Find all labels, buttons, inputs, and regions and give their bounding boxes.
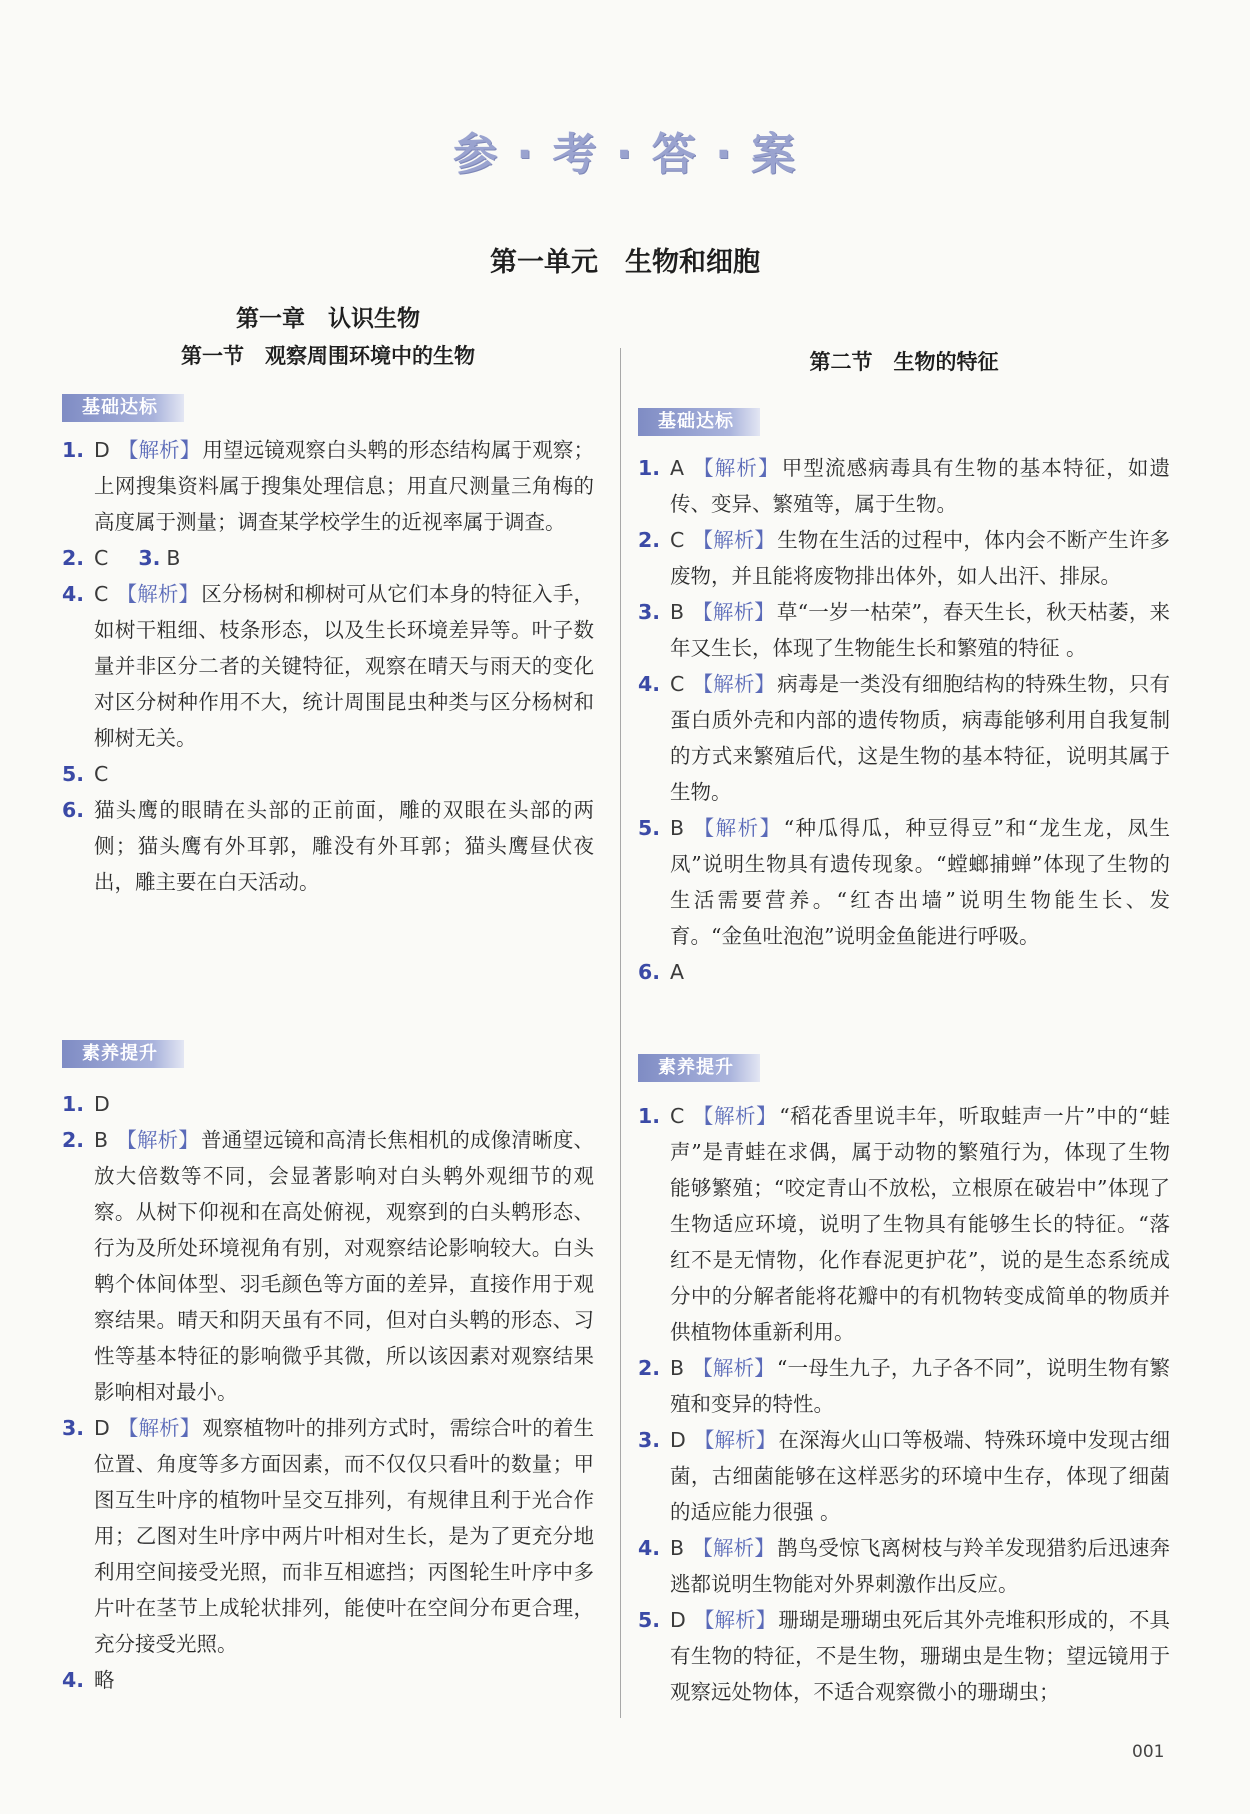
answer-letter: C: [94, 546, 109, 570]
analysis-label: 【解析】: [117, 1416, 201, 1440]
item-number: 3.: [638, 600, 661, 624]
analysis-label: 【解析】: [692, 528, 776, 552]
right-basic-list: [638, 450, 1170, 990]
item-number: 5.: [638, 816, 661, 840]
item-number: 1.: [62, 1092, 85, 1116]
analysis-label: 【解析】: [116, 582, 200, 606]
item-number: 4.: [62, 582, 85, 606]
item-number: 3.: [638, 1428, 661, 1452]
analysis-text: 草“一岁一枯荣”，春天生长，秋天枯萎，来年又生长，体现了生物能生长和繁殖的特征 。: [670, 600, 1170, 660]
list-item: [638, 954, 1170, 990]
analysis-text: 鹊鸟受惊飞离树枝与羚羊发现猎豹后迅速奔逃都说明生物能对外界刺激作出反应。: [670, 1536, 1171, 1596]
answer-letter: C: [670, 1104, 685, 1128]
analysis-text: “稻花香里说丰年，听取蛙声一片”中的“蛙声”是青蛙在求偶，属于动物的繁殖行为，体现了生物能够繁殖；“咬定青山不放松，立根原在破岩中”体现了生物适应环境，说明了生物具有能够生长的特征。“落红不是无情物，化作春泥更护花”，说的是生态系统成分中的分解者能将花瓣中的有机物转变成简单的物质并供植物体重新利用。: [670, 1104, 1170, 1344]
answer-letter: D: [670, 1608, 686, 1632]
item-number: 5.: [638, 1608, 661, 1632]
analysis-label: 【解析】: [692, 1536, 776, 1560]
answer-letter: D: [94, 438, 110, 462]
list-item: [62, 1122, 594, 1410]
analysis-text: 观察植物叶的排列方式时，需综合叶的着生位置、角度等多方面因素，而不仅仅只看叶的数量；甲图互生叶序的植物叶呈交互排列，有规律且利于光合作用；乙图对生叶序中两片叶相对生长，是为了更充分地利用空间接受光照，而非互相遮挡；丙图轮生叶序中多片叶在茎节上成轮状排列，能使叶在空间分布更合理，充分接受光照。: [94, 1416, 595, 1656]
list-item: [62, 1086, 594, 1122]
page-title: 参 · 考 · 答 · 案: [452, 129, 798, 180]
answer-letter: D: [670, 1428, 686, 1452]
item-number: 3.: [138, 546, 161, 570]
right-improve-list: [638, 1098, 1170, 1710]
analysis-text: 在深海火山口等极端、特殊环境中发现古细菌，古细菌能够在这样恶劣的环境中生存，体现了细菌的适应能力很强 。: [670, 1428, 1171, 1524]
list-item: [62, 540, 594, 576]
section-heading: 第二节 生物的特征: [809, 350, 999, 374]
analysis-text: “种瓜得瓜，种豆得豆”和“龙生龙，凤生凤”说明生物具有遗传现象。“螳螂捕蝉”体现了生物的生活需要营养。“红杏出墙”说明生物能生长、发育。“金鱼吐泡泡”说明金鱼能进行呼吸。: [670, 816, 1170, 948]
list-item: [62, 576, 594, 756]
unit-title: 第一单元 生物和细胞: [490, 247, 760, 278]
answer-letter: C: [94, 762, 109, 786]
item-number: 1.: [638, 1104, 661, 1128]
item-number: 2.: [62, 1128, 85, 1152]
analysis-text: “一母生九子，九子各不同”，说明生物有繁殖和变异的特性。: [670, 1356, 1170, 1416]
answer-letter: D: [94, 1416, 110, 1440]
answer-letter: B: [670, 1536, 685, 1560]
answer-letter: C: [670, 528, 685, 552]
analysis-label: 【解析】: [117, 438, 201, 462]
item-number: 3.: [62, 1416, 85, 1440]
list-item: [62, 1662, 594, 1698]
analysis-text: 生物在生活的过程中，体内会不断产生许多废物，并且能将废物排出体外，如人出汗、排尿。: [670, 528, 1171, 588]
list-item: [638, 666, 1170, 810]
list-item: [638, 450, 1170, 522]
item-number: 5.: [62, 762, 85, 786]
answer-letter: D: [94, 1092, 110, 1116]
analysis-text: 甲型流感病毒具有生物的基本特征，如遗传、变异、繁殖等，属于生物。: [670, 456, 1171, 516]
list-item: [638, 1422, 1170, 1530]
item-number: 4.: [638, 672, 661, 696]
answer-letter: A: [670, 456, 685, 480]
list-item: [638, 594, 1170, 666]
analysis-text: 珊瑚是珊瑚虫死后其外壳堆积形成的，不具有生物的特征，不是生物，珊瑚虫是生物；望远镜用于观察远处物体，不适合观察微小的珊瑚虫；: [670, 1608, 1171, 1704]
list-item: [62, 432, 594, 540]
analysis-label: 【解析】: [693, 1428, 777, 1452]
chapter-heading: 第一章 认识生物: [236, 306, 420, 332]
section-heading: 第一节 观察周围环境中的生物: [181, 344, 475, 368]
analysis-text: 病毒是一类没有细胞结构的特殊生物，只有蛋白质外壳和内部的遗传物质，病毒能够利用自我复制的方式来繁殖后代，这是生物的基本特征，说明其属于生物。: [670, 672, 1171, 804]
analysis-text: 普通望远镜和高清长焦相机的成像清晰度、放大倍数等不同，会显著影响对白头鹎外观细节的观察。从树下仰视和在高处俯视，观察到的白头鹎形态、行为及所处环境视角有别，对观察结论影响较大。白头鹎个体间体型、羽毛颜色等方面的差异，直接作用于观察结果。晴天和阴天虽有不同，但对白头鹎的形态、习性等基本特征的影响微乎其微，所以该因素对观察结果影响相对最小。: [94, 1128, 595, 1404]
left-basic-list: [62, 432, 594, 900]
item-number: 4.: [638, 1536, 661, 1560]
list-item: [638, 1602, 1170, 1710]
item-number: 1.: [62, 438, 85, 462]
list-item: [62, 792, 594, 900]
answer-text: 猫头鹰的眼睛在头部的正前面，雕的双眼在头部的两侧；猫头鹰有外耳郭，雕没有外耳郭；猫头鹰昼伏夜出，雕主要在白天活动。: [94, 798, 594, 894]
item-number: 2.: [638, 1356, 661, 1380]
answer-letter: B: [94, 1128, 109, 1152]
item-number: 2.: [62, 546, 85, 570]
item-number: 1.: [638, 456, 661, 480]
answer-letter: A: [670, 960, 685, 984]
answer-letter: B: [670, 816, 685, 840]
item-number: 4.: [62, 1668, 85, 1692]
list-item: [638, 1350, 1170, 1422]
left-improve-list: [62, 1086, 594, 1698]
analysis-label: 【解析】: [692, 1104, 778, 1128]
answer-letter: B: [670, 1356, 685, 1380]
answer-letter: B: [670, 600, 685, 624]
item-number: 2.: [638, 528, 661, 552]
improve-tag: 素养提升: [62, 1040, 184, 1068]
list-item: [638, 810, 1170, 954]
list-item: [638, 1530, 1170, 1602]
analysis-text: 用望远镜观察白头鹎的形态结构属于观察；上网搜集资料属于搜集处理信息；用直尺测量三角梅的高度属于测量；调查某学校学生的近视率属于调查。: [94, 438, 595, 534]
basic-tag: 基础达标: [62, 394, 184, 422]
list-item: [638, 1098, 1170, 1350]
analysis-label: 【解析】: [693, 1608, 777, 1632]
answer-letter: B: [166, 546, 181, 570]
analysis-label: 【解析】: [692, 600, 775, 624]
column-divider: [620, 348, 621, 1718]
analysis-label: 【解析】: [692, 456, 780, 480]
list-item: [62, 1410, 594, 1662]
improve-tag: 素养提升: [638, 1054, 760, 1082]
analysis-label: 【解析】: [116, 1128, 200, 1152]
list-item: [62, 756, 594, 792]
answer-text: 略: [94, 1668, 115, 1692]
analysis-label: 【解析】: [692, 1356, 775, 1380]
item-number: 6.: [62, 798, 85, 822]
analysis-label: 【解析】: [692, 672, 776, 696]
list-item: [638, 522, 1170, 594]
item-number: 6.: [638, 960, 661, 984]
basic-tag: 基础达标: [638, 408, 760, 436]
analysis-label: 【解析】: [692, 816, 782, 840]
page-number: 001: [1132, 1742, 1165, 1762]
analysis-text: 区分杨树和柳树可从它们本身的特征入手，如树干粗细、枝条形态，以及生长环境差异等。叶子数量并非区分二者的关键特征，观察在晴天与雨天的变化对区分树种作用不大，统计周围昆虫种类与区分杨树和柳树无关。: [94, 582, 595, 750]
answer-letter: C: [94, 582, 109, 606]
answer-letter: C: [670, 672, 685, 696]
